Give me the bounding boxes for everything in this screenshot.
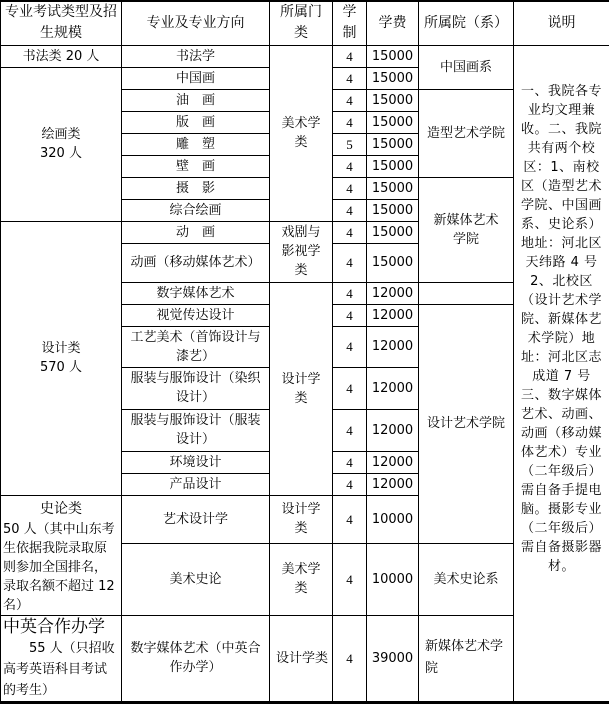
fee-cell: 10000 bbox=[367, 543, 419, 615]
major-cell: 数字媒体艺术 bbox=[122, 282, 270, 304]
fee-cell: 15000 bbox=[367, 67, 419, 89]
fee-cell: 15000 bbox=[367, 45, 419, 67]
major-cell: 动画（移动媒体艺术） bbox=[122, 243, 270, 282]
years-cell: 4 bbox=[333, 155, 367, 177]
major-cell: 壁 画 bbox=[122, 155, 270, 177]
school-plastic-arts: 造型艺术学院 bbox=[419, 89, 514, 177]
header-notes: 说明 bbox=[514, 1, 609, 45]
fee-cell: 10000 bbox=[367, 495, 419, 543]
school-art-history: 美术史论系 bbox=[419, 543, 514, 615]
major-cell: 中国画 bbox=[122, 67, 270, 89]
school-new-media: 新媒体艺术学院 bbox=[419, 177, 514, 282]
fee-cell: 12000 bbox=[367, 326, 419, 367]
years-cell: 4 bbox=[333, 409, 367, 451]
years-cell: 4 bbox=[333, 243, 367, 282]
major-cell: 书法学 bbox=[122, 45, 270, 67]
fee-cell: 15000 bbox=[367, 221, 419, 243]
fee-cell: 15000 bbox=[367, 243, 419, 282]
years-cell: 5 bbox=[333, 133, 367, 155]
category-history bbox=[1, 495, 122, 615]
fee-cell: 12000 bbox=[367, 282, 419, 304]
header-major: 专业及专业方向 bbox=[122, 1, 270, 45]
fee-cell: 15000 bbox=[367, 199, 419, 221]
category-count: 570 人 bbox=[3, 358, 119, 377]
major-cell: 产品设计 bbox=[122, 473, 270, 495]
header-discipline: 所属门类 bbox=[270, 1, 333, 45]
major-cell: 摄 影 bbox=[122, 177, 270, 199]
fee-cell: 15000 bbox=[367, 133, 419, 155]
years-cell: 4 bbox=[333, 282, 367, 304]
discipline-design-3: 设计学类 bbox=[270, 615, 333, 702]
header-years: 学制 bbox=[333, 1, 367, 45]
category-design bbox=[1, 221, 122, 495]
years-cell: 4 bbox=[333, 543, 367, 615]
category-detail: 55 人（只招收高考英语科目考试的考生） bbox=[3, 638, 119, 701]
header-school: 所属院（系） bbox=[419, 1, 514, 45]
category-calligraphy: 书法类 20 人 bbox=[1, 45, 122, 67]
header-row bbox=[1, 1, 609, 45]
fee-cell: 12000 bbox=[367, 304, 419, 326]
category-painting bbox=[1, 67, 122, 221]
category-name: 中英合作办学 bbox=[3, 616, 119, 638]
school-new-media-2: 新媒体艺术学院 bbox=[419, 615, 514, 702]
years-cell: 4 bbox=[333, 451, 367, 473]
fee-cell: 12000 bbox=[367, 367, 419, 409]
category-name: 史论类 bbox=[3, 498, 119, 520]
category-name: 绘画类 bbox=[3, 125, 119, 144]
years-cell: 4 bbox=[333, 326, 367, 367]
fee-cell: 15000 bbox=[367, 177, 419, 199]
major-cell: 版 画 bbox=[122, 111, 270, 133]
major-cell: 综合绘画 bbox=[122, 199, 270, 221]
fee-cell: 12000 bbox=[367, 409, 419, 451]
fee-cell: 15000 bbox=[367, 155, 419, 177]
years-cell: 4 bbox=[333, 89, 367, 111]
category-sino-uk bbox=[1, 615, 122, 702]
notes-cell: 一、我院各专业均文理兼收。二、我院共有两个校区：1、南校区（造型艺术学院、中国画系、史论系）地址：河北区天纬路 4 号 2、北校区（设计艺术学院、新媒体艺术学院）地址：河北区志成道 7 号 三、数字媒体艺术、动画、动画（移动媒体艺术）专业（二年级后）需自备手提电脑。摄影专业（二年级后）需自备摄影器材。 bbox=[514, 45, 609, 702]
table-row bbox=[1, 45, 609, 67]
years-cell: 4 bbox=[333, 199, 367, 221]
major-cell: 视觉传达设计 bbox=[122, 304, 270, 326]
category-detail: 50 人（其中山东考生依据我院录取原则参加全国排名，录取名额不超过 12 名） bbox=[3, 520, 119, 615]
years-cell: 4 bbox=[333, 495, 367, 543]
years-cell: 4 bbox=[333, 67, 367, 89]
major-cell: 服装与服饰设计（服装设计） bbox=[122, 409, 270, 451]
years-cell: 4 bbox=[333, 473, 367, 495]
fee-cell: 39000 bbox=[367, 615, 419, 702]
major-cell: 数字媒体艺术（中英合作办学） bbox=[122, 615, 270, 702]
fee-cell: 12000 bbox=[367, 473, 419, 495]
fee-cell: 15000 bbox=[367, 111, 419, 133]
discipline-fine-arts bbox=[270, 45, 333, 221]
years-cell: 4 bbox=[333, 45, 367, 67]
major-cell: 动 画 bbox=[122, 221, 270, 243]
years-cell: 4 bbox=[333, 367, 367, 409]
years-cell: 4 bbox=[333, 304, 367, 326]
fee-cell: 12000 bbox=[367, 451, 419, 473]
category-count: 320 人 bbox=[3, 144, 119, 163]
major-cell: 工艺美术（首饰设计与漆艺） bbox=[122, 326, 270, 367]
category-name: 设计类 bbox=[3, 339, 119, 358]
major-cell: 环境设计 bbox=[122, 451, 270, 473]
years-cell: 4 bbox=[333, 111, 367, 133]
major-cell: 美术史论 bbox=[122, 543, 270, 615]
fee-cell: 15000 bbox=[367, 89, 419, 111]
school-chinese-painting: 中国画系 bbox=[419, 45, 514, 89]
discipline-drama-film: 戏剧与影视学类 bbox=[270, 221, 333, 282]
major-cell: 艺术设计学 bbox=[122, 495, 270, 543]
header-fee: 学费 bbox=[367, 1, 419, 45]
discipline-design: 设计学类 bbox=[270, 282, 333, 495]
major-cell: 服装与服饰设计（染织设计） bbox=[122, 367, 270, 409]
major-cell: 油 画 bbox=[122, 89, 270, 111]
major-cell: 雕 塑 bbox=[122, 133, 270, 155]
years-cell: 4 bbox=[333, 177, 367, 199]
school-design-arts: 设计艺术学院 bbox=[419, 304, 514, 543]
discipline-fine-arts-2: 美术学类 bbox=[270, 543, 333, 615]
years-cell: 4 bbox=[333, 615, 367, 702]
header-category: 专业考试类型及招生规模 bbox=[1, 1, 122, 45]
years-cell: 4 bbox=[333, 221, 367, 243]
discipline-label: 美术学类 bbox=[281, 116, 320, 150]
discipline-design-2: 设计学类 bbox=[270, 495, 333, 543]
